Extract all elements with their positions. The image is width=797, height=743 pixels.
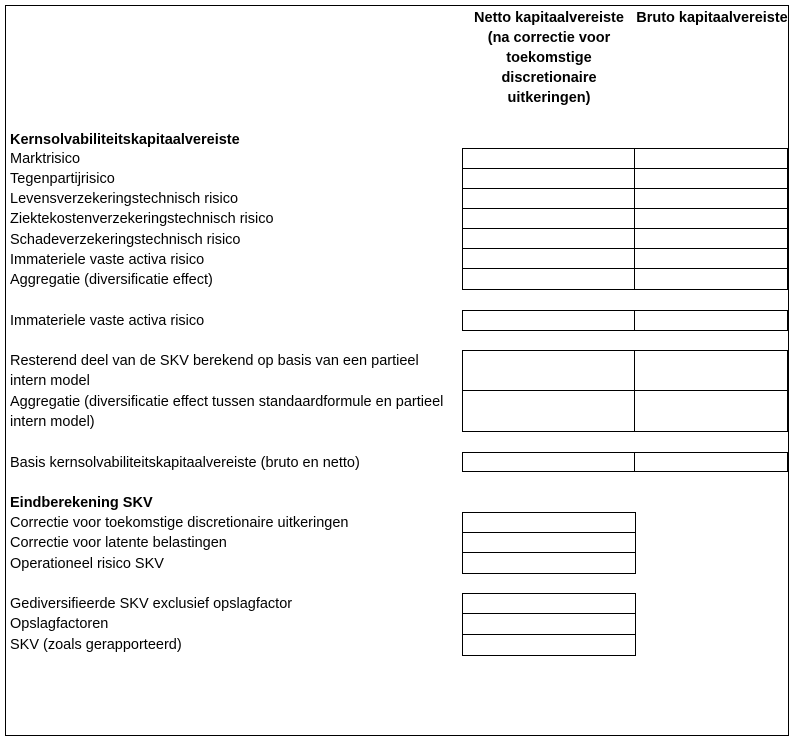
- input-cell-gross-market-risk[interactable]: [634, 148, 788, 170]
- row-label-intangible-risk: Immateriele vaste activa risico: [10, 252, 205, 268]
- input-cell-gross-intangible-assets[interactable]: [634, 310, 788, 331]
- row-label-partial-internal-model: Resterend deel van de SKV berekend op basis van een partieel intern model: [10, 353, 419, 389]
- row-label-aggregation: Aggregatie (diversificatie effect): [10, 272, 213, 288]
- header-net-capital-requirement: Netto kapitaalvereiste (na correctie voor toekomstige discretionaire uitkeringen): [474, 10, 624, 106]
- input-cell-net-intangible-risk[interactable]: [462, 248, 636, 270]
- row-label-health-risk: Ziektekostenverzekeringstechnisch risico: [10, 211, 274, 227]
- input-cell-net-counterparty-risk[interactable]: [462, 168, 636, 190]
- input-cell-net-intangible-assets[interactable]: [462, 310, 636, 331]
- input-cell-gross-life-risk[interactable]: [634, 188, 788, 210]
- section-title-core: Kernsolvabiliteitskapitaalvereiste: [10, 132, 240, 148]
- input-cell-operational-risk[interactable]: [462, 552, 636, 574]
- input-cell-future-discretionary[interactable]: [462, 512, 636, 534]
- row-label-counterparty-risk: Tegenpartijrisico: [10, 171, 115, 187]
- input-cell-net-non-life-risk[interactable]: [462, 228, 636, 250]
- input-cell-capital-add-ons[interactable]: [462, 613, 636, 635]
- input-cell-gross-aggregation[interactable]: [634, 268, 788, 290]
- input-cell-gross-basic-scr[interactable]: [634, 452, 788, 472]
- input-cell-net-market-risk[interactable]: [462, 148, 636, 170]
- input-cell-net-internal-model-aggregation[interactable]: [462, 390, 636, 432]
- input-cell-gross-intangible-risk[interactable]: [634, 248, 788, 270]
- row-label-deferred-taxes: Correctie voor latente belastingen: [10, 535, 227, 551]
- input-cell-gross-non-life-risk[interactable]: [634, 228, 788, 250]
- input-cell-net-life-risk[interactable]: [462, 188, 636, 210]
- row-label-intangible-assets: Immateriele vaste activa risico: [10, 313, 205, 329]
- row-label-non-life-risk: Schadeverzekeringstechnisch risico: [10, 232, 241, 248]
- row-label-capital-add-ons: Opslagfactoren: [10, 616, 109, 632]
- row-label-operational-risk: Operationeel risico SKV: [10, 556, 164, 572]
- input-cell-gross-internal-model-aggregation[interactable]: [634, 390, 788, 432]
- input-cell-gross-counterparty-risk[interactable]: [634, 168, 788, 190]
- input-cell-net-health-risk[interactable]: [462, 208, 636, 230]
- row-label-basic-scr: Basis kernsolvabiliteitskapitaalvereiste (bruto en netto): [10, 455, 360, 471]
- input-cell-net-aggregation[interactable]: [462, 268, 636, 290]
- header-gross-capital-requirement: Bruto kapitaalvereiste: [636, 10, 788, 26]
- input-cell-gross-partial-internal-model[interactable]: [634, 350, 788, 392]
- row-label-future-discretionary: Correctie voor toekomstige discretionaire uitkeringen: [10, 515, 349, 531]
- input-cell-net-basic-scr[interactable]: [462, 452, 636, 472]
- section-title-final: Eindberekening SKV: [10, 495, 153, 511]
- input-cell-deferred-taxes[interactable]: [462, 532, 636, 554]
- row-label-scr-reported: SKV (zoals gerapporteerd): [10, 637, 182, 653]
- input-cell-diversified-scr[interactable]: [462, 593, 636, 615]
- row-label-internal-model-aggregation: Aggregatie (diversificatie effect tussen standaardformule en partieel intern model): [10, 394, 444, 430]
- input-cell-scr-reported[interactable]: [462, 634, 636, 656]
- row-label-life-risk: Levensverzekeringstechnisch risico: [10, 191, 239, 207]
- input-cell-net-partial-internal-model[interactable]: [462, 350, 636, 392]
- row-label-market-risk: Marktrisico: [10, 151, 81, 167]
- input-cell-gross-health-risk[interactable]: [634, 208, 788, 230]
- row-label-diversified-scr: Gediversifieerde SKV exclusief opslagfactor: [10, 596, 293, 612]
